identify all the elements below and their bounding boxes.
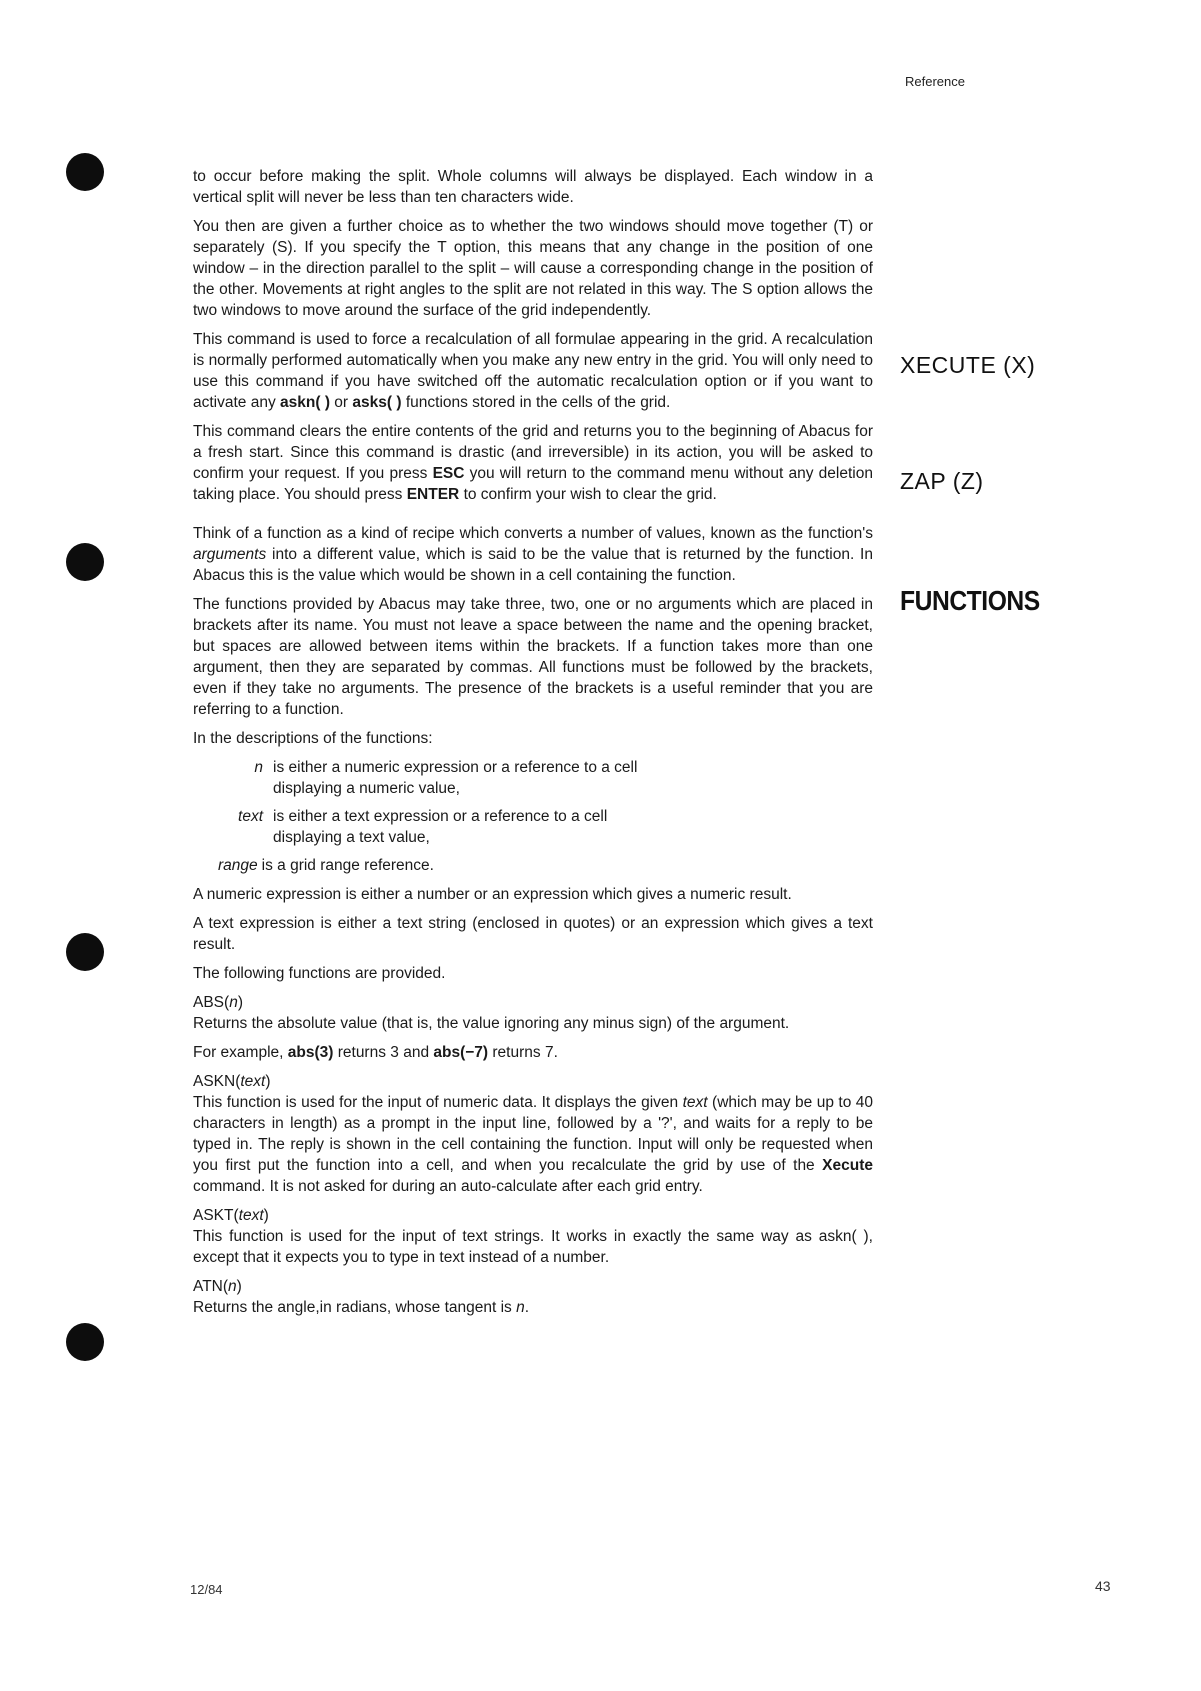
function-title: ASKT(text) bbox=[193, 1207, 269, 1224]
function-title: ASKN(text) bbox=[193, 1073, 271, 1090]
footer-date: 12/84 bbox=[190, 1582, 223, 1597]
section-heading-functions: FUNCTIONS bbox=[900, 585, 1040, 616]
section-heading-zap: ZAP (Z) bbox=[900, 468, 984, 494]
function-description: This function is used for the input of text strings. It works in exactly the same way as askn( ), except that it expects you to type in text instead of a number. bbox=[193, 1228, 873, 1266]
definition-item: n is either a numeric expression or a reference to a cell displaying a numeric value, bbox=[254, 759, 638, 797]
function-description: This function is used for the input of numeric data. It displays the given text (which may be up to 40 characters in length) as a prompt in the input line, followed by a '?', and waits for a reply to be typed in. The reply is shown in the cell containing the function. Input will only be requested when you first put the function into a cell, and when you recalculate the grid by use of the Xecute command. It is not asked for during an auto-calculate after each grid entry. bbox=[193, 1094, 874, 1195]
definition-item: text is either a text expression or a reference to a cell displaying a text value, bbox=[238, 808, 608, 846]
function-title: ABS(n) bbox=[193, 994, 243, 1011]
function-abs bbox=[193, 992, 873, 1063]
function-atn bbox=[193, 1276, 873, 1318]
punch-hole bbox=[66, 933, 104, 971]
page-number: 43 bbox=[1095, 1578, 1111, 1594]
punch-hole bbox=[66, 1323, 104, 1361]
function-example: For example, abs(3) returns 3 and abs(−7) returns 7. bbox=[193, 1044, 558, 1061]
function-description: Returns the absolute value (that is, the value ignoring any minus sign) of the argument. bbox=[193, 1015, 790, 1032]
punch-hole bbox=[66, 543, 104, 581]
functions-intro: Think of a function as a kind of recipe which converts a number of values, known as the function's arguments into a different value, which is said to be the value that is returned by the function. In Abacus this is the value which would be shown in a cell containing the function. bbox=[193, 525, 873, 584]
paragraph: to occur before making the split. Whole columns will always be displayed. Each window in a vertical split will never be less than ten characters wide. bbox=[193, 168, 873, 206]
numeric-expression-note: A numeric expression is either a number or an expression which gives a numeric result. bbox=[193, 886, 792, 903]
definition-item: range is a grid range reference. bbox=[218, 857, 434, 874]
zap-paragraph: This command clears the entire contents of the grid and returns you to the beginning of Abacus for a fresh start. Since this command is drastic (and irreversible) in its action, you will be asked to confirm your request. If you press ESC you will return to the command menu without any deletion taking place. You should press ENTER to confirm your wish to clear the grid. bbox=[193, 423, 873, 503]
punch-hole bbox=[66, 153, 104, 191]
function-description: Returns the angle,in radians, whose tangent is n. bbox=[193, 1299, 530, 1316]
text-expression-note: A text expression is either a text string (enclosed in quotes) or an expression which gives a text result. bbox=[193, 915, 873, 953]
descriptions-intro: In the descriptions of the functions: bbox=[193, 730, 433, 747]
functions-brackets-paragraph: The functions provided by Abacus may take three, two, one or no arguments which are placed in brackets after its name. You must not leave a space between the name and the opening bracket, but spaces are allowed between items within the brackets. If a function takes more than one argument, then they are separated by commas. All functions must be followed by the brackets, even if they take no arguments. The presence of the brackets is a useful reminder that you are referring to a function. bbox=[193, 596, 873, 718]
functions-list-intro: The following functions are provided. bbox=[193, 965, 446, 982]
body-column bbox=[193, 166, 873, 1326]
function-askt bbox=[193, 1205, 873, 1268]
function-askn bbox=[193, 1071, 873, 1197]
definition-list bbox=[193, 757, 873, 876]
section-heading-xecute: XECUTE (X) bbox=[900, 352, 1036, 378]
function-title: ATN(n) bbox=[193, 1278, 242, 1295]
paragraph: You then are given a further choice as to whether the two windows should move together (T) or separately (S). If you specify the T option, this means that any change in the position of one window – in the direction parallel to the split – will cause a corresponding change in the position of the other. Movements at right angles to the split are not related in this way. The S option allows the two windows to move around the surface of the grid independently. bbox=[193, 218, 873, 319]
running-header: Reference bbox=[905, 74, 965, 89]
xecute-paragraph: This command is used to force a recalculation of all formulae appearing in the grid. A recalculation is normally performed automatically when you make any new entry in the grid. You will only need to use this command if you have switched off the automatic recalculation option or if you want to activate any askn( ) or asks( ) functions stored in the cells of the grid. bbox=[193, 331, 873, 411]
